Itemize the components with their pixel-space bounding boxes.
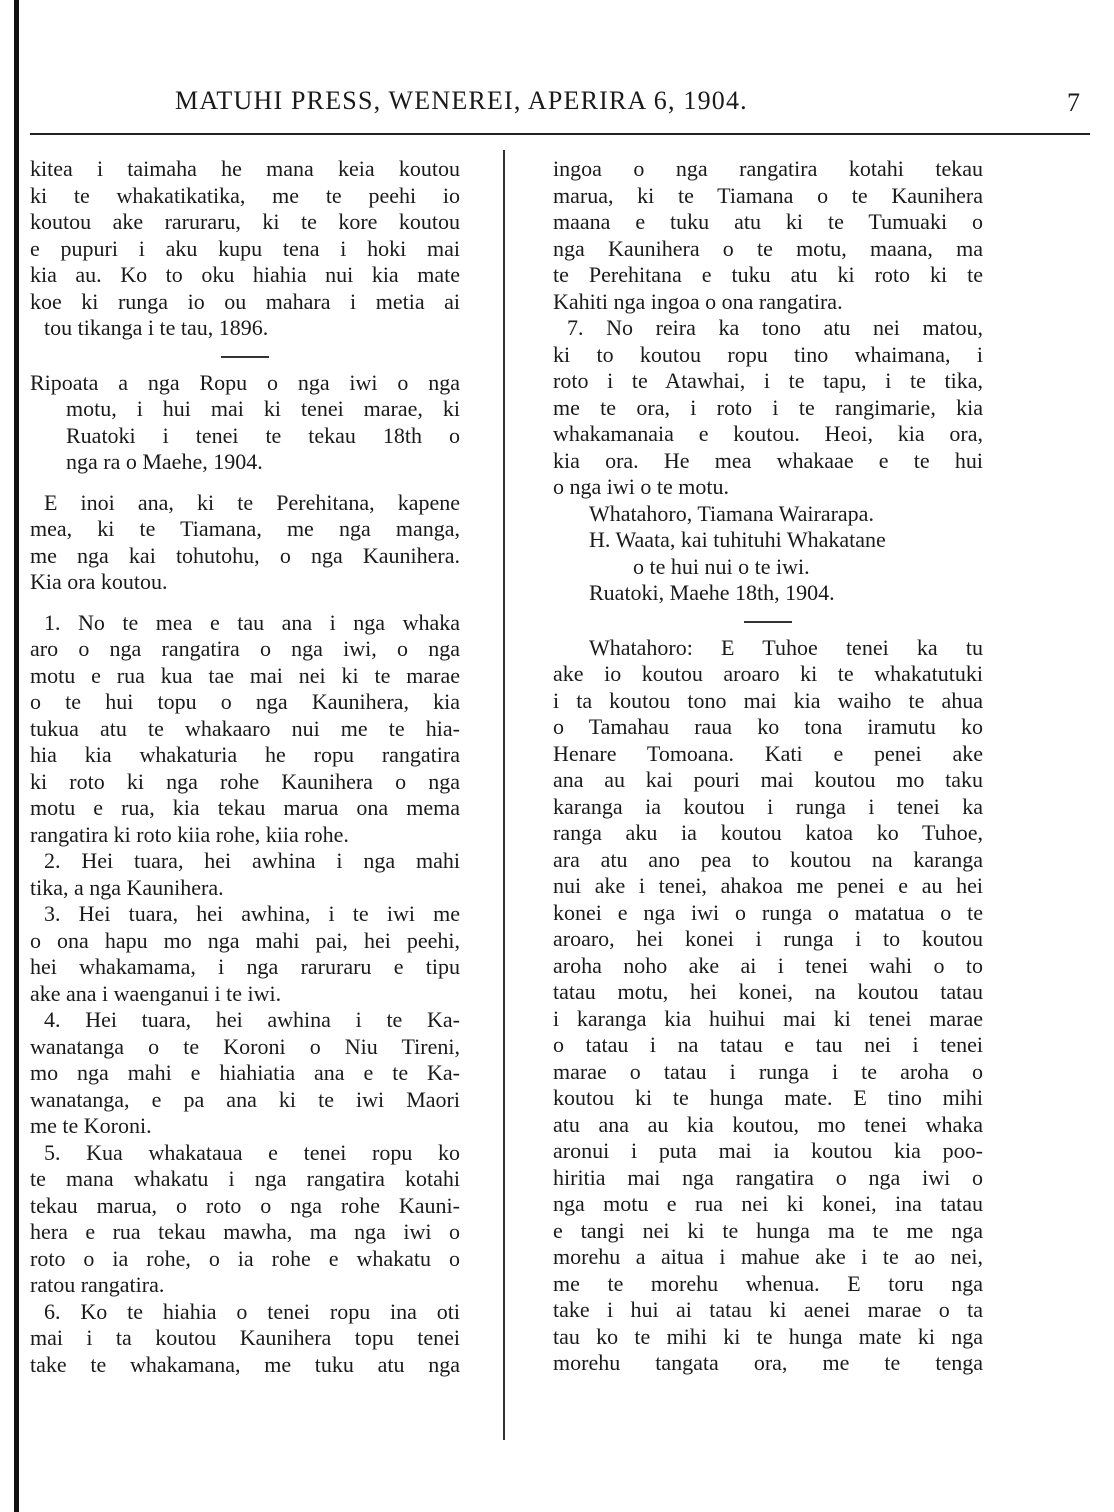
text-line: kitea i taimaha he mana keia koutou bbox=[30, 156, 460, 181]
text-line: wanatanga, e pa ana ki te iwi Maori bbox=[30, 1086, 460, 1112]
text-line: tukua atu te whakaaro nui me te hia- bbox=[30, 715, 460, 741]
newspaper-header-title: MATUHI PRESS, WENEREI, APERIRA 6, 1904. bbox=[175, 86, 748, 115]
resolution-item-7 bbox=[553, 315, 983, 501]
text-line: koutou ake raruraru, ki te kore koutou bbox=[30, 209, 460, 234]
text-line: aroaro, hei konei i runga i to koutou bbox=[553, 926, 983, 951]
resolution-item-3 bbox=[30, 901, 460, 1007]
resolution-item-2 bbox=[30, 848, 460, 901]
text-line: ki te whakatikatika, me te peehi io bbox=[30, 182, 460, 208]
text-line: tekau marua, o roto o nga rohe Kauni- bbox=[30, 1192, 460, 1218]
text-line: Henare Tomoana. Kati e penei ake bbox=[553, 740, 983, 766]
text-line: 4. Hei tuara, hei awhina i te Ka- bbox=[44, 1007, 460, 1032]
text-line: te Perehitana e tuku atu ki roto ki te bbox=[553, 262, 983, 287]
text-line: karanga ia koutou i runga i tenei ka bbox=[553, 793, 983, 819]
text-line: nga Kaunihera o te motu, maana, ma bbox=[553, 235, 983, 261]
resolution-item-6 bbox=[30, 1299, 460, 1379]
text-line: ake io koutou aroaro ki te whakatutuki bbox=[553, 661, 983, 686]
text-line: maana e tuku atu ki te Tumuaki o bbox=[553, 209, 983, 234]
text-line: Whatahoro: E Tuhoe tenei ka tu bbox=[589, 634, 983, 660]
text-line: o ona hapu mo nga mahi pai, hei peehi, bbox=[30, 927, 460, 953]
section-separator bbox=[744, 621, 792, 623]
text-line: nui ake i tenei, ahakoa me penei e au hei bbox=[553, 873, 983, 898]
text-line: aronui i puta mai ia koutou kia poo- bbox=[553, 1138, 983, 1163]
text-line: 6. Ko te hiahia o tenei ropu ina oti bbox=[44, 1298, 460, 1324]
section-separator bbox=[221, 356, 269, 358]
text-line: nga motu e rua nei ki konei, ina tatau bbox=[553, 1191, 983, 1216]
text-line: mo nga mahi e hiahiatia ana e te Ka- bbox=[30, 1060, 460, 1085]
resolution-item-5 bbox=[30, 1140, 460, 1299]
text-line: hei whakamama, i nga raruraru e tipu bbox=[30, 954, 460, 979]
text-line: tau ko te mihi ki te hunga mate ki nga bbox=[553, 1323, 983, 1349]
page-binding-edge bbox=[14, 0, 19, 1512]
text-line: tou tikanga i te tau, 1896. bbox=[44, 315, 269, 340]
text-line: hiritia mai nga rangatira o nga iwi o bbox=[553, 1164, 983, 1190]
text-line: marua, ki te Tiamana o te Kaunihera bbox=[553, 182, 983, 208]
report-heading bbox=[30, 370, 460, 476]
text-line: 7. No reira ka tono atu nei matou, bbox=[567, 315, 983, 340]
text-line: o tatau i na tatau e tau nei i tenei bbox=[553, 1032, 983, 1057]
text-line: e pupuri i aku kupu tena i hoki mai bbox=[30, 235, 460, 261]
text-line: 2. Hei tuara, hei awhina i nga mahi bbox=[44, 848, 460, 873]
header-rule bbox=[30, 133, 1090, 135]
place-date-line: Ruatoki, Maehe 18th, 1904. bbox=[589, 580, 835, 605]
text-line: ara atu ano pea to koutou na karanga bbox=[553, 846, 983, 872]
text-line: e tangi nei ki te hunga ma te me nga bbox=[553, 1217, 983, 1243]
text-line: me te morehu whenua. E toru nga bbox=[553, 1270, 983, 1296]
text-line: roto o ia rohe, o ia rohe e whakatu o bbox=[30, 1245, 460, 1271]
text-line: 1. No te mea e tau ana i nga whaka bbox=[44, 609, 460, 635]
text-line: koe ki runga io ou mahara i metia ai bbox=[30, 288, 460, 314]
heading-line: Ruatoki i tenei te tekau 18th o bbox=[66, 422, 460, 448]
text-line: te mana whakatu i nga rangatira kotahi bbox=[30, 1166, 460, 1191]
text-line: tatau motu, hei konei, na koutou tatau bbox=[553, 979, 983, 1004]
text-line: kia ora. He mea whakaae e te hui bbox=[553, 447, 983, 473]
text-line: whakamanaia e koutou. Heoi, kia ora, bbox=[553, 421, 983, 446]
text-line: motu e rua kua tae mai nei ki te marae bbox=[30, 662, 460, 688]
speech-paragraph bbox=[553, 635, 983, 1377]
text-line: o Tamahau raua ko tona iramutu ko bbox=[553, 714, 983, 739]
text-line: koutou ki te hunga mate. E tino mihi bbox=[553, 1085, 983, 1110]
text-line: rangatira ki roto kiia rohe, kiia rohe. bbox=[30, 821, 349, 847]
signatures bbox=[553, 501, 983, 607]
text-line: aroha noho ake ai i tenei wahi o to bbox=[553, 952, 983, 978]
heading-line: Ripoata a nga Ropu o nga iwi o nga bbox=[30, 369, 460, 395]
text-line: E inoi ana, ki te Perehitana, kapene bbox=[44, 489, 460, 515]
resolution-item-1 bbox=[30, 610, 460, 849]
text-line: ake ana i waenganui i te iwi. bbox=[30, 980, 282, 1006]
text-line: me nga kai tohutohu, o nga Kaunihera. bbox=[30, 542, 460, 568]
text-line: mea, ki te Tiamana, me nga manga, bbox=[30, 516, 460, 541]
left-column bbox=[30, 156, 460, 1378]
greeting-paragraph bbox=[30, 490, 460, 596]
text-line: take te whakamana, me tuku atu nga bbox=[30, 1351, 460, 1377]
text-line: kia au. Ko to oku hiahia nui kia mate bbox=[30, 262, 460, 287]
text-line: ki roto ki nga rohe Kaunihera o nga bbox=[30, 768, 460, 794]
text-line: ki to koutou ropu tino whaimana, i bbox=[553, 341, 983, 367]
text-line: 3. Hei tuara, hei awhina, i te iwi me bbox=[44, 901, 460, 926]
heading-line: nga ra o Maehe, 1904. bbox=[66, 449, 263, 474]
text-line: tika, a nga Kaunihera. bbox=[30, 874, 224, 900]
text-line: wanatanga o te Koroni o Niu Tireni, bbox=[30, 1033, 460, 1059]
text-line: motu e rua, kia tekau marua ona mema bbox=[30, 795, 460, 820]
column-divider bbox=[503, 150, 505, 1440]
text-line: o nga iwi o te motu. bbox=[553, 474, 729, 499]
resolution-item-6-continued bbox=[553, 156, 983, 315]
text-line: ingoa o nga rangatira kotahi tekau bbox=[553, 156, 983, 181]
text-line: konei e nga iwi o runga o matatua o te bbox=[553, 899, 983, 925]
text-line: 5. Kua whakataua e tenei ropu ko bbox=[44, 1139, 460, 1165]
text-line: atu ana au kia koutou, mo tenei whaka bbox=[553, 1111, 983, 1137]
right-column bbox=[553, 156, 983, 1377]
text-line: hera e rua tekau mawha, ma nga iwi o bbox=[30, 1219, 460, 1244]
text-line: ranga aku ia koutou katoa ko Tuhoe, bbox=[553, 820, 983, 845]
text-line: hia kia whakaturia he ropu rangatira bbox=[30, 742, 460, 767]
signature-line: H. Waata, kai tuhituhi Whakatane bbox=[589, 527, 886, 552]
resolution-item-4 bbox=[30, 1007, 460, 1140]
text-line: i ta koutou tono mai kia waiho te ahua bbox=[553, 687, 983, 713]
heading-line: motu, i hui mai ki tenei marae, ki bbox=[66, 396, 460, 421]
text-line: take i hui ai tatau ki aenei marae o ta bbox=[553, 1297, 983, 1322]
article-continuation bbox=[30, 156, 460, 342]
text-line: morehu tangata ora, me te tenga bbox=[553, 1350, 983, 1375]
text-line: ana au kai pouri mai koutou mo taku bbox=[553, 767, 983, 792]
signature-line: Whatahoro, Tiamana Wairarapa. bbox=[589, 500, 874, 526]
text-line: Kahiti nga ingoa o ona rangatira. bbox=[553, 288, 843, 314]
text-line: Kia ora koutou. bbox=[30, 569, 168, 594]
text-line: aro o nga rangatira o nga iwi, o nga bbox=[30, 636, 460, 661]
text-line: i karanga kia huihui mai ki tenei marae bbox=[553, 1005, 983, 1031]
text-line: roto i te Atawhai, i te tapu, i te tika, bbox=[553, 368, 983, 393]
text-line: me te ora, i roto i te rangimarie, kia bbox=[553, 394, 983, 420]
text-line: me te Koroni. bbox=[30, 1113, 152, 1138]
page-header bbox=[60, 86, 1100, 122]
page-number: 7 bbox=[1067, 88, 1080, 117]
text-line: mai i ta koutou Kaunihera topu tenei bbox=[30, 1325, 460, 1350]
text-line: o te hui topu o nga Kaunihera, kia bbox=[30, 689, 460, 714]
signature-line: o te hui nui o te iwi. bbox=[633, 553, 810, 579]
text-line: marae o tatau i runga i te aroha o bbox=[553, 1058, 983, 1084]
text-line: morehu a aitua i mahue ake i te ao nei, bbox=[553, 1244, 983, 1269]
text-line: ratou rangatira. bbox=[30, 1272, 165, 1297]
